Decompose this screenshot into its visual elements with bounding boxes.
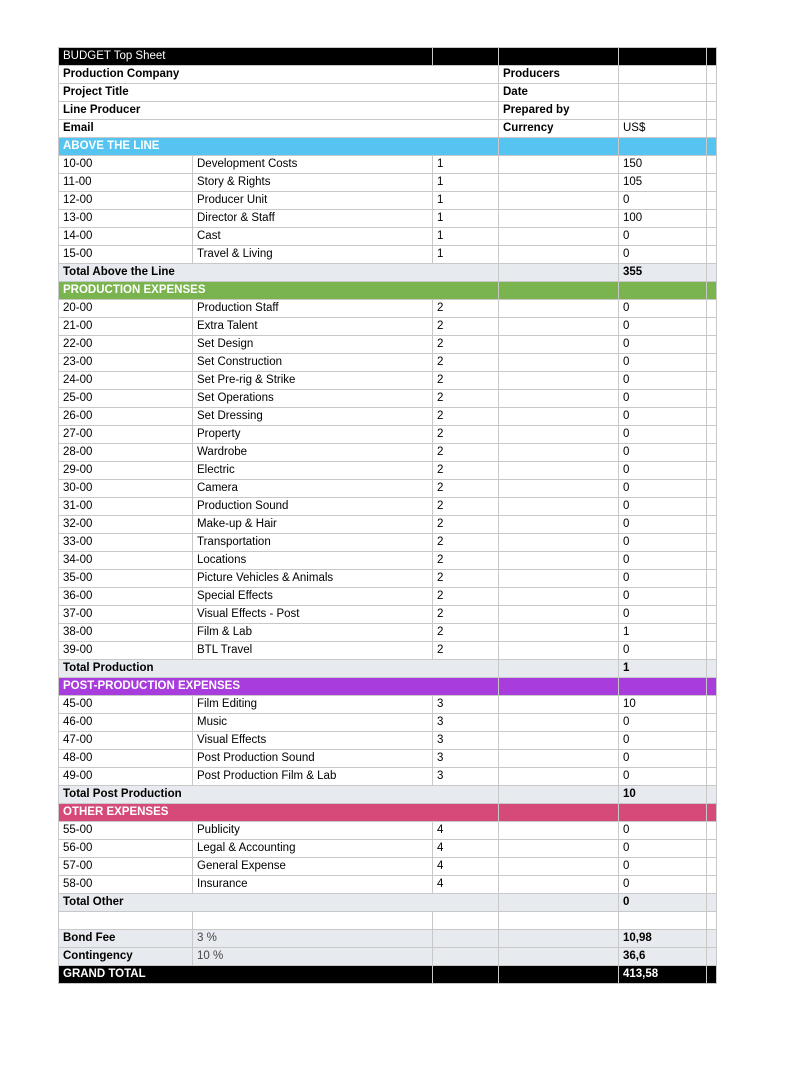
sheet-title-row: [59, 48, 717, 66]
total-row-prod: [59, 660, 717, 678]
account-code: 12-00: [59, 192, 193, 210]
section-title: PRODUCTION EXPENSES: [59, 282, 499, 300]
account-amount[interactable]: 100: [619, 210, 707, 228]
account-group: 3: [433, 768, 499, 786]
account-amount[interactable]: 0: [619, 462, 707, 480]
account-code: 55-00: [59, 822, 193, 840]
grand-total-value: 413,58: [619, 966, 707, 984]
account-name: Set Operations: [193, 390, 433, 408]
account-notes[interactable]: [499, 174, 619, 192]
account-code: 22-00: [59, 336, 193, 354]
account-group: 2: [433, 408, 499, 426]
account-group: 2: [433, 336, 499, 354]
table-row: [59, 192, 717, 210]
account-amount[interactable]: 0: [619, 768, 707, 786]
table-row: [59, 516, 717, 534]
section-header-post: [59, 678, 717, 696]
account-group: 2: [433, 516, 499, 534]
account-group: 1: [433, 246, 499, 264]
account-group: 4: [433, 858, 499, 876]
total-label: Total Post Production: [59, 786, 499, 804]
account-code: 56-00: [59, 840, 193, 858]
bond-fee-amount: 10,98: [619, 930, 707, 948]
account-name: Post Production Sound: [193, 750, 433, 768]
account-notes[interactable]: [499, 210, 619, 228]
account-name: Set Dressing: [193, 408, 433, 426]
info-row-line-producer: [59, 102, 717, 120]
total-row-other: [59, 894, 717, 912]
account-name: Director & Staff: [193, 210, 433, 228]
account-amount[interactable]: 0: [619, 246, 707, 264]
account-name: Travel & Living: [193, 246, 433, 264]
account-amount[interactable]: 0: [619, 534, 707, 552]
account-notes[interactable]: [499, 750, 619, 768]
account-code: 10-00: [59, 156, 193, 174]
account-code: 24-00: [59, 372, 193, 390]
account-notes[interactable]: [499, 228, 619, 246]
account-code: 37-00: [59, 606, 193, 624]
table-row: [59, 156, 717, 174]
table-row: [59, 534, 717, 552]
account-notes[interactable]: [499, 714, 619, 732]
account-group: 3: [433, 750, 499, 768]
value-prepared-by[interactable]: [619, 102, 707, 120]
account-notes[interactable]: [499, 552, 619, 570]
total-row-post: [59, 786, 717, 804]
account-code: 36-00: [59, 588, 193, 606]
account-code: 33-00: [59, 534, 193, 552]
section-header-other: [59, 804, 717, 822]
grand-total-row: [59, 966, 717, 984]
account-notes[interactable]: [499, 372, 619, 390]
account-group: 1: [433, 210, 499, 228]
account-amount[interactable]: 0: [619, 588, 707, 606]
account-group: 4: [433, 876, 499, 894]
account-code: 13-00: [59, 210, 193, 228]
account-name: Special Effects: [193, 588, 433, 606]
account-name: Film Editing: [193, 696, 433, 714]
account-name: Make-up & Hair: [193, 516, 433, 534]
label-email: Email: [59, 120, 499, 138]
budget-top-sheet: [58, 47, 717, 984]
table-row: [59, 498, 717, 516]
total-value: 1: [619, 660, 707, 678]
account-code: 46-00: [59, 714, 193, 732]
account-notes[interactable]: [499, 318, 619, 336]
account-group: 3: [433, 732, 499, 750]
account-group: 2: [433, 624, 499, 642]
account-amount[interactable]: 0: [619, 336, 707, 354]
account-notes[interactable]: [499, 732, 619, 750]
table-row: [59, 840, 717, 858]
fee-row-bond: [59, 930, 717, 948]
account-notes[interactable]: [499, 480, 619, 498]
label-production-company: Production Company: [59, 66, 499, 84]
account-group: 2: [433, 318, 499, 336]
table-row: [59, 732, 717, 750]
account-group: 2: [433, 498, 499, 516]
account-group: 2: [433, 588, 499, 606]
total-label: Total Other: [59, 894, 499, 912]
table-row: [59, 246, 717, 264]
account-notes[interactable]: [499, 246, 619, 264]
fee-row-contingency: [59, 948, 717, 966]
account-code: 57-00: [59, 858, 193, 876]
account-notes[interactable]: [499, 408, 619, 426]
bond-fee-percent[interactable]: 3 %: [193, 930, 433, 948]
account-name: Story & Rights: [193, 174, 433, 192]
account-group: 2: [433, 354, 499, 372]
account-group: 3: [433, 696, 499, 714]
section-title: POST-PRODUCTION EXPENSES: [59, 678, 499, 696]
table-row: [59, 858, 717, 876]
table-row: [59, 210, 717, 228]
account-name: Insurance: [193, 876, 433, 894]
account-amount[interactable]: 0: [619, 300, 707, 318]
label-currency: Currency: [499, 120, 619, 138]
account-notes[interactable]: [499, 768, 619, 786]
table-row: [59, 768, 717, 786]
account-group: 1: [433, 156, 499, 174]
account-amount[interactable]: 0: [619, 192, 707, 210]
account-notes[interactable]: [499, 498, 619, 516]
account-notes[interactable]: [499, 588, 619, 606]
section-title: OTHER EXPENSES: [59, 804, 499, 822]
table-row: [59, 390, 717, 408]
account-code: 45-00: [59, 696, 193, 714]
account-code: 29-00: [59, 462, 193, 480]
table-row: [59, 624, 717, 642]
table-row: [59, 354, 717, 372]
blank-row: [59, 912, 717, 930]
account-code: 39-00: [59, 642, 193, 660]
section-title: ABOVE THE LINE: [59, 138, 499, 156]
account-amount[interactable]: 0: [619, 840, 707, 858]
account-name: Set Design: [193, 336, 433, 354]
label-producers: Producers: [499, 66, 619, 84]
account-notes[interactable]: [499, 156, 619, 174]
table-row: [59, 588, 717, 606]
account-code: 20-00: [59, 300, 193, 318]
account-code: 21-00: [59, 318, 193, 336]
bond-fee-label: Bond Fee: [59, 930, 193, 948]
account-notes[interactable]: [499, 354, 619, 372]
account-code: 34-00: [59, 552, 193, 570]
account-code: 47-00: [59, 732, 193, 750]
account-name: General Expense: [193, 858, 433, 876]
account-amount[interactable]: 105: [619, 174, 707, 192]
account-code: 30-00: [59, 480, 193, 498]
account-amount[interactable]: 0: [619, 354, 707, 372]
account-notes[interactable]: [499, 444, 619, 462]
account-amount[interactable]: 0: [619, 228, 707, 246]
total-label: Total Production: [59, 660, 499, 678]
account-amount[interactable]: 0: [619, 570, 707, 588]
account-amount[interactable]: 10: [619, 696, 707, 714]
account-notes[interactable]: [499, 840, 619, 858]
account-notes[interactable]: [499, 858, 619, 876]
account-code: 35-00: [59, 570, 193, 588]
table-row: [59, 462, 717, 480]
account-amount[interactable]: 0: [619, 606, 707, 624]
account-amount[interactable]: 0: [619, 876, 707, 894]
total-value: 0: [619, 894, 707, 912]
value-date[interactable]: [619, 84, 707, 102]
total-value: 10: [619, 786, 707, 804]
account-name: Legal & Accounting: [193, 840, 433, 858]
account-name: Visual Effects - Post: [193, 606, 433, 624]
account-name: Camera: [193, 480, 433, 498]
label-date: Date: [499, 84, 619, 102]
account-code: 31-00: [59, 498, 193, 516]
sheet-body: [59, 48, 717, 138]
account-amount[interactable]: 0: [619, 426, 707, 444]
value-currency[interactable]: US$: [619, 120, 707, 138]
account-group: 4: [433, 822, 499, 840]
account-code: 14-00: [59, 228, 193, 246]
table-row: [59, 426, 717, 444]
contingency-amount: 36,6: [619, 948, 707, 966]
label-project-title: Project Title: [59, 84, 499, 102]
account-group: 4: [433, 840, 499, 858]
account-amount[interactable]: 0: [619, 516, 707, 534]
account-name: Post Production Film & Lab: [193, 768, 433, 786]
account-name: Publicity: [193, 822, 433, 840]
table-row: [59, 300, 717, 318]
account-amount[interactable]: 0: [619, 552, 707, 570]
label-prepared-by: Prepared by: [499, 102, 619, 120]
account-group: 2: [433, 300, 499, 318]
table-row: [59, 876, 717, 894]
account-code: 27-00: [59, 426, 193, 444]
account-name: Visual Effects: [193, 732, 433, 750]
table-row: [59, 408, 717, 426]
sections-body: [59, 138, 717, 912]
account-group: 1: [433, 192, 499, 210]
account-name: Set Pre-rig & Strike: [193, 372, 433, 390]
table-row: [59, 696, 717, 714]
account-name: Film & Lab: [193, 624, 433, 642]
account-notes[interactable]: [499, 570, 619, 588]
account-group: 3: [433, 714, 499, 732]
account-code: 11-00: [59, 174, 193, 192]
total-value: 355: [619, 264, 707, 282]
footer-body: [59, 912, 717, 984]
account-amount[interactable]: 0: [619, 750, 707, 768]
contingency-percent[interactable]: 10 %: [193, 948, 433, 966]
account-amount[interactable]: 0: [619, 318, 707, 336]
account-notes[interactable]: [499, 696, 619, 714]
account-name: Production Sound: [193, 498, 433, 516]
account-code: 58-00: [59, 876, 193, 894]
info-row-project-title: [59, 84, 717, 102]
section-header-prod: [59, 282, 717, 300]
account-code: 48-00: [59, 750, 193, 768]
table-row: [59, 444, 717, 462]
account-code: 32-00: [59, 516, 193, 534]
table-row: [59, 336, 717, 354]
account-notes[interactable]: [499, 336, 619, 354]
account-amount[interactable]: 0: [619, 372, 707, 390]
table-row: [59, 174, 717, 192]
account-amount[interactable]: 0: [619, 822, 707, 840]
account-notes[interactable]: [499, 426, 619, 444]
account-amount[interactable]: 0: [619, 408, 707, 426]
account-amount[interactable]: 0: [619, 732, 707, 750]
account-notes[interactable]: [499, 624, 619, 642]
account-notes[interactable]: [499, 516, 619, 534]
account-group: 2: [433, 552, 499, 570]
table-row: [59, 570, 717, 588]
info-row-email: [59, 120, 717, 138]
account-amount[interactable]: 0: [619, 390, 707, 408]
account-notes[interactable]: [499, 192, 619, 210]
account-amount[interactable]: 0: [619, 714, 707, 732]
account-group: 2: [433, 606, 499, 624]
account-notes[interactable]: [499, 606, 619, 624]
table-row: [59, 480, 717, 498]
account-name: Set Construction: [193, 354, 433, 372]
table-row: [59, 228, 717, 246]
table-row: [59, 714, 717, 732]
table-row: [59, 822, 717, 840]
account-notes[interactable]: [499, 534, 619, 552]
account-notes[interactable]: [499, 822, 619, 840]
value-producers[interactable]: [619, 66, 707, 84]
account-code: 49-00: [59, 768, 193, 786]
account-name: Wardrobe: [193, 444, 433, 462]
account-code: 25-00: [59, 390, 193, 408]
account-amount[interactable]: 1: [619, 624, 707, 642]
info-row-production-company: [59, 66, 717, 84]
table-row: [59, 552, 717, 570]
account-notes[interactable]: [499, 390, 619, 408]
account-name: Electric: [193, 462, 433, 480]
label-line-producer: Line Producer: [59, 102, 499, 120]
total-row-atl: [59, 264, 717, 282]
table-row: [59, 642, 717, 660]
account-notes[interactable]: [499, 462, 619, 480]
section-header-atl: [59, 138, 717, 156]
account-group: 2: [433, 462, 499, 480]
account-amount[interactable]: 150: [619, 156, 707, 174]
table-row: [59, 318, 717, 336]
account-code: 26-00: [59, 408, 193, 426]
account-code: 15-00: [59, 246, 193, 264]
account-group: 1: [433, 174, 499, 192]
account-group: 1: [433, 228, 499, 246]
account-name: Producer Unit: [193, 192, 433, 210]
account-name: Transportation: [193, 534, 433, 552]
account-code: 28-00: [59, 444, 193, 462]
table-row: [59, 606, 717, 624]
table-row: [59, 750, 717, 768]
account-name: Locations: [193, 552, 433, 570]
sheet-title: BUDGET Top Sheet: [59, 48, 433, 66]
account-amount[interactable]: 0: [619, 444, 707, 462]
account-group: 2: [433, 642, 499, 660]
account-amount[interactable]: 0: [619, 498, 707, 516]
account-name: Production Staff: [193, 300, 433, 318]
account-amount[interactable]: 0: [619, 642, 707, 660]
account-notes[interactable]: [499, 300, 619, 318]
account-amount[interactable]: 0: [619, 858, 707, 876]
account-name: BTL Travel: [193, 642, 433, 660]
account-group: 2: [433, 444, 499, 462]
account-name: Picture Vehicles & Animals: [193, 570, 433, 588]
account-code: 23-00: [59, 354, 193, 372]
grand-total-label: GRAND TOTAL: [59, 966, 433, 984]
account-name: Development Costs: [193, 156, 433, 174]
account-group: 2: [433, 534, 499, 552]
account-name: Music: [193, 714, 433, 732]
total-label: Total Above the Line: [59, 264, 499, 282]
account-group: 2: [433, 426, 499, 444]
account-name: Cast: [193, 228, 433, 246]
account-group: 2: [433, 480, 499, 498]
account-name: Extra Talent: [193, 318, 433, 336]
account-amount[interactable]: 0: [619, 480, 707, 498]
table-row: [59, 372, 717, 390]
contingency-label: Contingency: [59, 948, 193, 966]
account-code: 38-00: [59, 624, 193, 642]
account-notes[interactable]: [499, 642, 619, 660]
account-group: 2: [433, 372, 499, 390]
account-group: 2: [433, 390, 499, 408]
account-group: 2: [433, 570, 499, 588]
account-name: Property: [193, 426, 433, 444]
account-notes[interactable]: [499, 876, 619, 894]
